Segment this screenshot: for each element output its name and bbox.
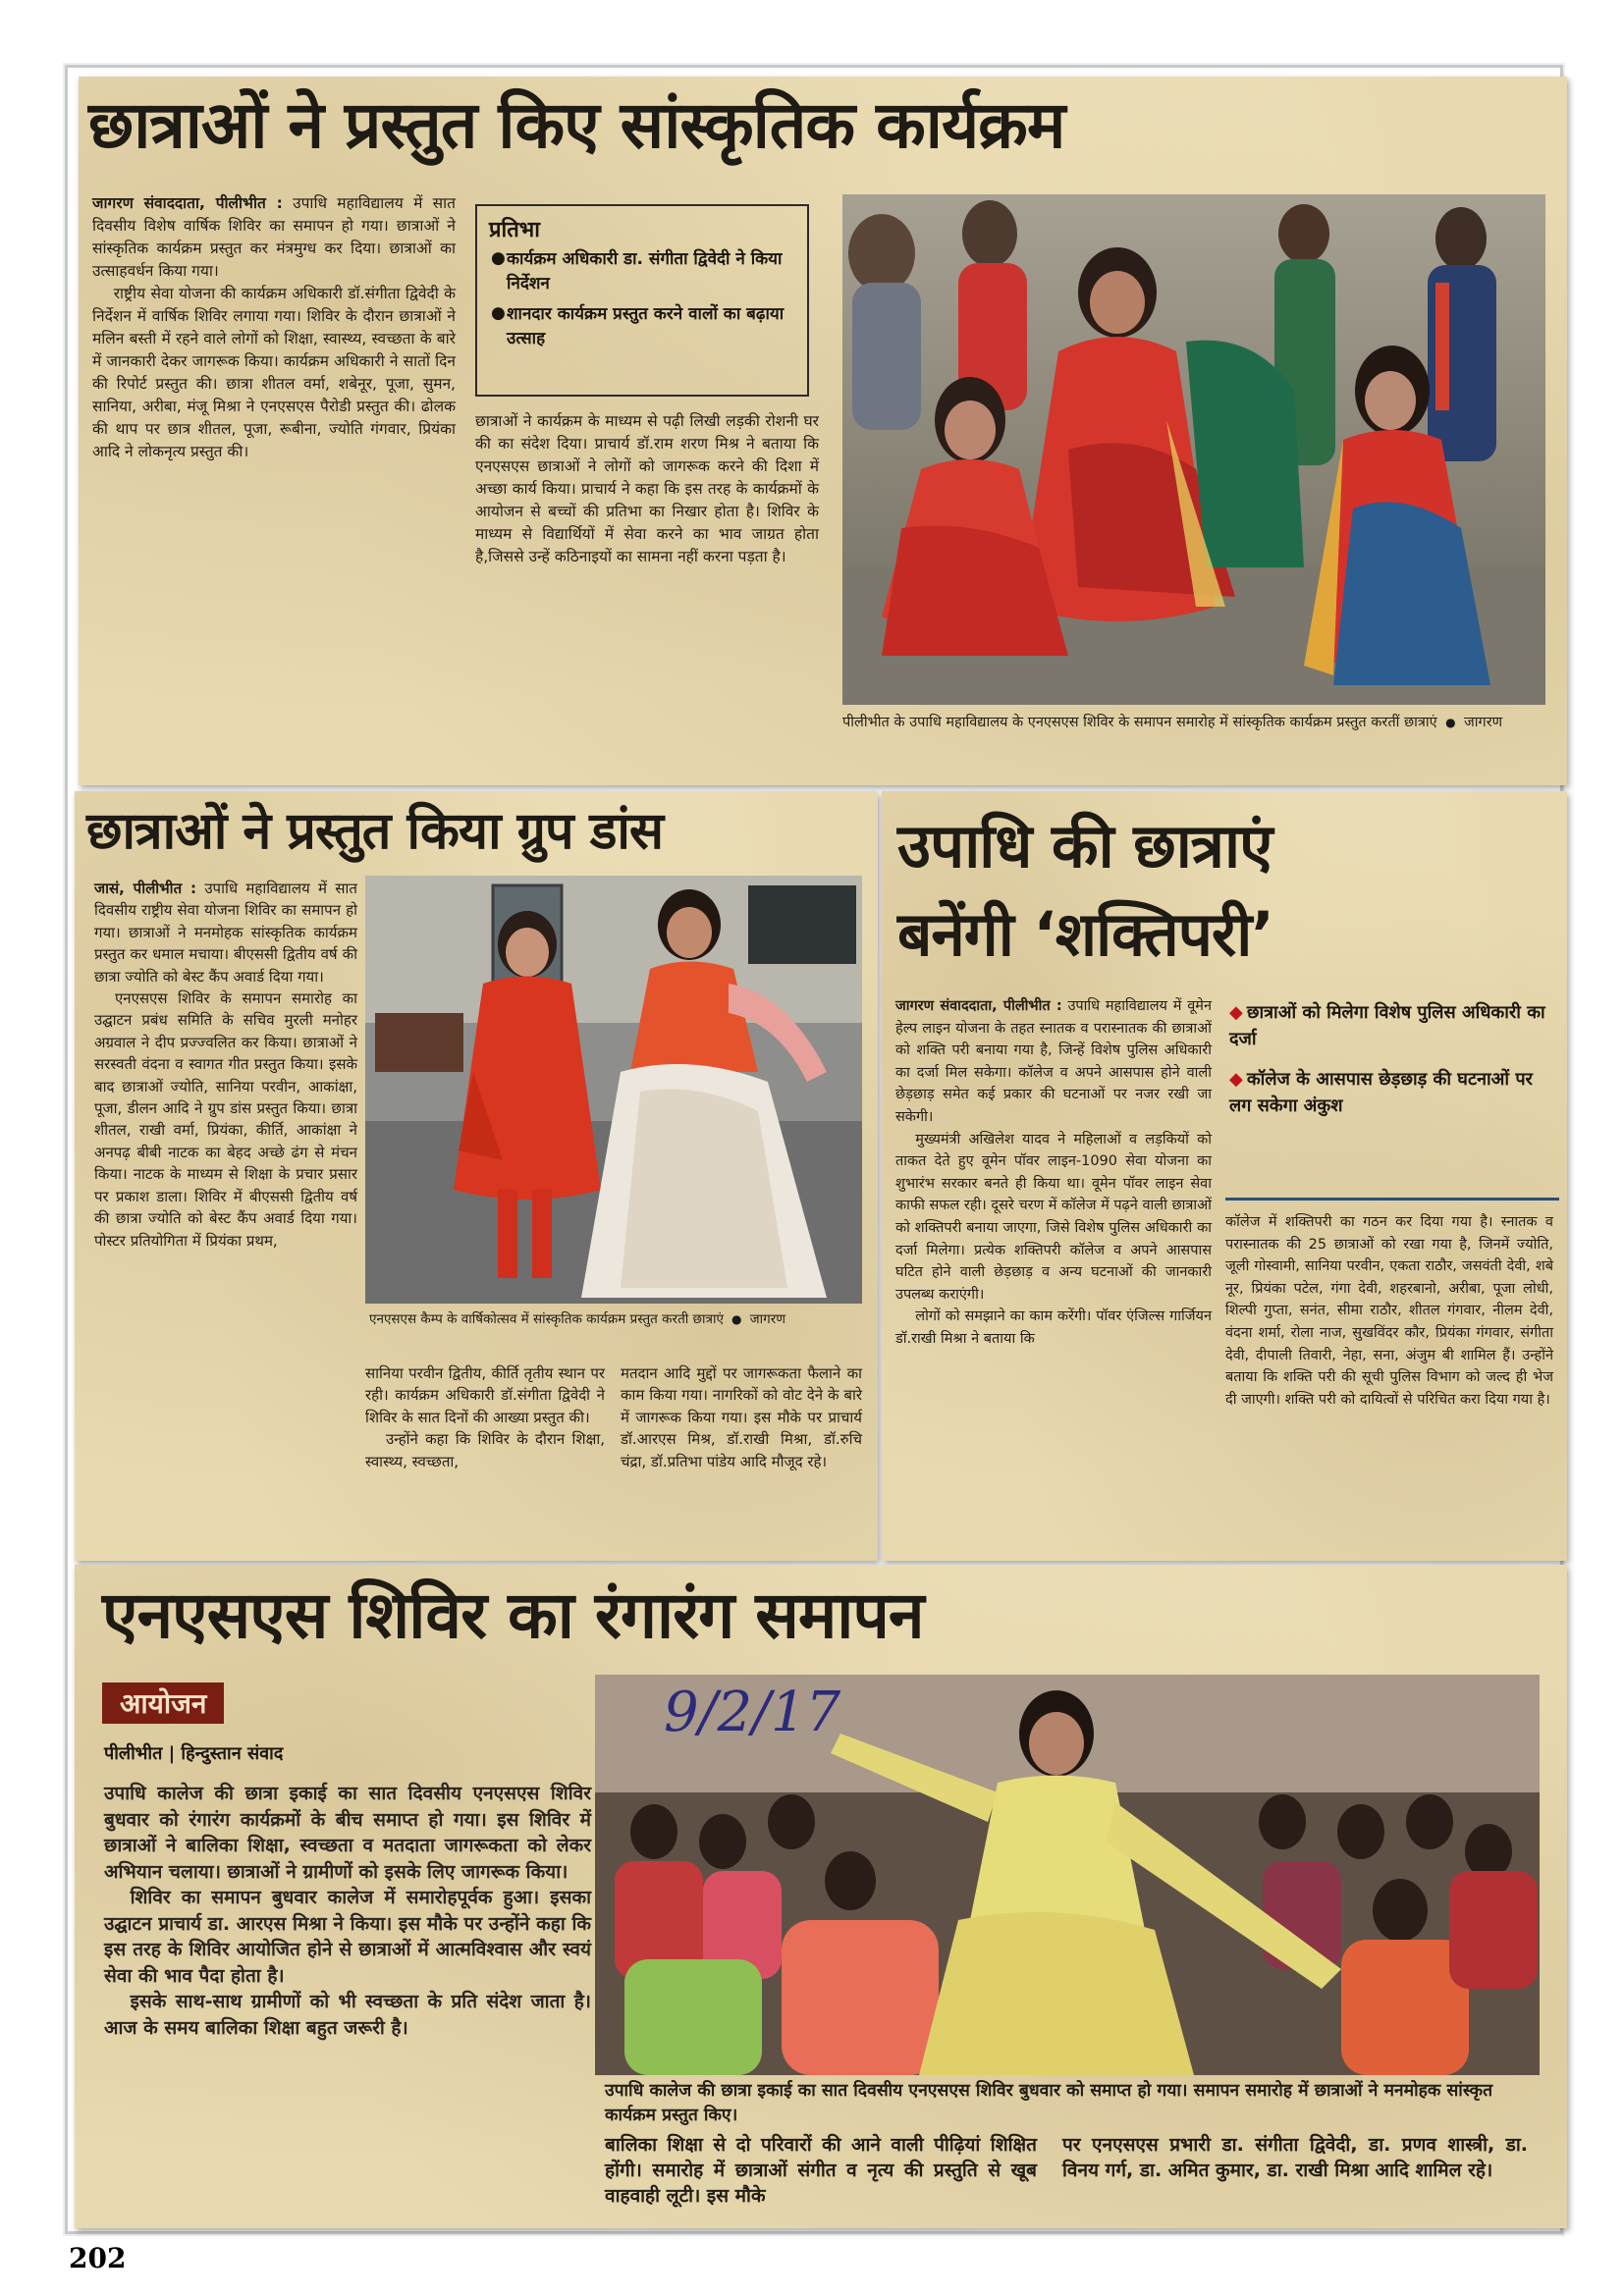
paragraph: इसके साथ-साथ ग्रामीणों को भी स्वच्छता के प्रति संदेश जाता है। आज के समय बालिका शिक्षा बहुत जरूरी है।	[104, 1991, 591, 2039]
article-column-1	[104, 1781, 591, 2041]
headline: छात्राओं ने प्रस्तुत किया ग्रुप डांस	[86, 802, 664, 861]
paragraph: एनएसएस शिविर के समापन समारोह का उद्घाटन प्रबंध समिति के सचिव मुरली मनोहर अग्रवाल ने दीप प्रज्ज्वलित कर किया। छात्राओं ने सरस्वती वंदना व स्वागत गीत प्रस्तुत किया। इसके बाद छात्राओं ज्योति, सानिया परवीन, आकांक्षा, पूजा, डीलन आदि ने ग्रुप डांस प्रस्तुत किया। छात्रा शीतल, राखी वर्मा, प्रियंका, कीर्ति, आकांक्षा ने अनपढ़ बीबी नाटक का बेहद अच्छे ढंग से मंचन किया। नाटक के माध्यम से शिक्षा के प्रचार प्रसार पर प्रकाश डाला। शिविर में बीएससी द्वितीय वर्ष की छात्रा ज्योति को बेस्ट कैंप अवार्ड दिया गया। पोस्टर प्रतियोगिता में प्रियंका प्रथम,	[94, 989, 357, 1250]
article-column-1	[92, 192, 456, 463]
headline: छात्राओं ने प्रस्तुत किए सांस्कृतिक कार्यक्रम	[88, 87, 1065, 163]
diamond-bullet-icon: ◆	[1229, 1002, 1243, 1023]
box-item: ● कार्यक्रम अधिकारी डा. संगीता द्विवेदी ने किया निर्देशन	[491, 248, 783, 294]
paragraph: छात्राओं ने कार्यक्रम के माध्यम से पढ़ी लिखी लड़की रोशनी घर की का संदेश दिया। प्राचार्य डॉ.राम शरण मिश्र ने बताया कि एनएसएस छात्राओं ने लोगों को जागरूक करने की दिशा में अच्छा कार्य किया। प्राचार्य ने कहा कि इस तरह के कार्यक्रमों के आयोजन से बच्चों की प्रतिभा का निखार होता है। शिविर के माध्यम से विद्यार्थियों में सेवा करने का भाव जाग्रत होता है,जिससे उन्हें कठिनाइयों का सामना नहीं करना पड़ता है।	[475, 412, 819, 565]
clipping-nss-camp-closing	[75, 1565, 1567, 2228]
photo-dancing-students	[842, 194, 1545, 705]
clipping-group-dance	[75, 791, 878, 1561]
headline-line-1: उपाधि की छात्राएं	[897, 810, 1272, 881]
paragraph: शिविर का समापन बुधवार कालेज में समारोहपूर्वक हुआ। इसका उद्घाटन प्राचार्य डा. आरएस मिश्रा ने किया। इस मौके पर उन्होंने कहा कि इस तरह के शिविर आयोजित होने से छात्राओं में आत्मविश्वास और स्वयं सेवा की भाव पैदा होता है।	[104, 1887, 591, 1987]
divider	[1225, 1198, 1559, 1201]
paragraph: कॉलेज में शक्तिपरी का गठन कर दिया गया है। स्नातक व परास्नातक की 25 छात्राओं को रखा गया है, जिनमें ज्योति, जूली गोस्वामी, सानिया परवीन, एकता राठौर, जसवंती देवी, शबे नूर, प्रियंका पटेल, गंगा देवी, शहरबानो, अरीबा, पूजा लोधी, शिल्पी गुप्ता, सनंत, सीमा राठौर, शीतल गंगवार, नीलम देवी, वंदना शर्मा, रोला नाज, सुखविंदर कौर, प्रियंका गंगवार, संगीता देवी, दीपाली तिवारी, नेहा, सना, अंजुम बी शामिल हैं। उन्होंने बताया कि शक्ति परी की सूची पुलिस विभाग को जल्द ही भेज दी जाएगी। शक्ति परी को दायित्वों से परिचित करा दिया गया है।	[1225, 1214, 1553, 1408]
paragraph: राष्ट्रीय सेवा योजना की कार्यक्रम अधिकारी डॉ.संगीता द्विवेदी के निर्देशन में वार्षिक शिविर लगाया गया। शिविर के दौरान छात्राओं ने मलिन बस्ती में रहने वाले लोगों को शिक्षा, स्वास्थ्य, स्वच्छता के बारे में जानकारी देकर जागरूक किया। कार्यक्रम अधिकारी ने सातों दिन की रिपोर्ट प्रस्तुत की। छात्रा शीतल वर्मा, शबेनूर, पूजा, सुमन, सानिया, अरीबा, मंजू मिश्रा ने एनएसएस पैरोडी प्रस्तुत की। ढोलक की थाप पर छात्र शीतल, पूजा, रूबीना, ज्योति गंगवार, प्रियंका आदि ने लोकनृत्य प्रस्तुत की।	[92, 285, 456, 460]
paragraph: पर एनएसएस प्रभारी डा. संगीता द्विवेदी, डा. प्रणव शास्त्री, डा. विनय गर्ग, डा. अमित कुमार, डा. राखी मिश्रा आदि शामिल रहे।	[1062, 2134, 1528, 2181]
paragraph: उपाधि महाविद्यालय में सात दिवसीय विशेष वार्षिक शिविर का समापन हो गया। छात्राओं ने सांस्कृतिक कार्यक्रम प्रस्तुत कर मंत्रमुग्ध कर दिया। छात्राओं का उत्साहवर्धन किया गया।	[92, 194, 456, 280]
clipping-shaktipari	[882, 791, 1567, 1561]
page-number: 202	[69, 2242, 127, 2274]
photo-credit: जागरण	[1464, 715, 1503, 730]
box-title: प्रतिभा	[489, 218, 540, 242]
paragraph: लोगों को समझाने का काम करेंगी। पॉवर एंजिल्स गार्जियन डॉ.राखी मिश्रा ने बताया कि	[895, 1308, 1212, 1347]
section-tag: आयोजन	[102, 1682, 224, 1724]
article-column-2	[365, 1362, 605, 1472]
photo-caption: एनएसएस कैम्प के वार्षिकोत्सव में सांस्कृतिक कार्यक्रम प्रस्तुत करती छात्राएं ● जागरण	[369, 1311, 786, 1327]
byline: जागरण संवाददाता, पीलीभीत :	[895, 998, 1062, 1014]
bullet-icon: ●	[491, 248, 506, 268]
headline: एनएसएस शिविर का रंगारंग समापन	[102, 1577, 924, 1653]
box-item: ● शानदार कार्यक्रम प्रस्तुत करने वालों का बढ़ाया उत्साह	[491, 303, 785, 348]
handwritten-date: 9/2/17	[664, 1681, 841, 1744]
paragraph: उपाधि महाविद्यालय में वूमेन हेल्प लाइन योजना के तहत स्नातक व परास्नातक की छात्राओं को शक्ति परी बनाया गया है, जिन्हें विशेष पुलिस अधिकारी का दर्जा मिल सकेगा। कॉलेज व अपने आसपास होने वाली छेड़छाड़ समेत कई प्रकार की घटनाओं पर नजर रखी जा सकेगी।	[895, 998, 1212, 1125]
article-column-3	[621, 1362, 862, 1472]
paragraph: सानिया परवीन द्वितीय, कीर्ति तृतीय स्थान पर रही। कार्यक्रम अधिकारी डॉ.संगीता द्विवेदी ने शिविर के सात दिनों की आख्या प्रस्तुत की।	[365, 1364, 605, 1426]
article-column-1	[895, 995, 1212, 1351]
paragraph: बालिका शिक्षा से दो परिवारों की आने वाली पीढ़ियां शिक्षित होंगी। समारोह में छात्राओं संगीत व नृत्य की प्रस्तुति से खूब वाहवाही लूटी। इस मौके	[605, 2134, 1037, 2207]
paragraph: मतदान आदि मुद्दों पर जागरूकता फैलाने का काम किया गया। नागरिकों को वोट देने के बारे में जागरूक किया गया। इस मौके पर प्राचार्य डॉ.आरएस मिश्र, डॉ.राखी मिश्रा, डॉ.रुचि चंद्रा, डॉ.प्रतिभा पांडेय आदि मौजूद रहे।	[621, 1364, 862, 1470]
photo-caption: पीलीभीत के उपाधि महाविद्यालय के एनएसएस शिविर के समापन समारोह में सांस्कृतिक कार्यक्रम प्रस्तुत करतीं छात्राएं ● जागरण	[842, 715, 1503, 730]
paragraph: उपाधि महाविद्यालय में सात दिवसीय राष्ट्रीय सेवा योजना शिविर का समापन हो गया। छात्राओं ने मनमोहक सांस्कृतिक कार्यक्रम प्रस्तुत कर धमाल मचाया। बीएससी द्वितीय वर्ष की छात्रा ज्योति को बेस्ट कैंप अवार्ड दिया गया।	[94, 880, 357, 986]
photo-caption: उपाधि कालेज की छात्रा इकाई का सात दिवसीय एनएसएस शिविर बुधवार को समाप्त हो गया। समापन समारोह में छात्राओं ने मनमोहक सांस्कृत कार्यक्रम प्रस्तुत किए।	[605, 2081, 1493, 2125]
paragraph: मुख्यमंत्री अखिलेश यादव ने महिलाओं व लड़कियों को ताकत देते हुए वूमेन पॉवर लाइन-1090 सेवा योजना का शुभारंभ सरकार बनते ही किया था। वूमेन पॉवर लाइन सेवा काफी सफल रही। दूसरे चरण में कॉलेज में पढ़ने वाली छात्राओं को शक्तिपरी बनाया जाएगा, जिसे विशेष पुलिस अधिकारी का दर्जा मिलेगा। प्रत्येक शक्तिपरी कॉलेज व अपने आसपास घटित होने वाली छेड़छाड़ व अन्य घटनाओं की जानकारी उपलब्ध कराएंगी।	[895, 1131, 1212, 1303]
bullet-icon: ●	[491, 303, 506, 323]
article-column-2	[1225, 1211, 1553, 1411]
photo-credit: जागरण	[749, 1311, 786, 1327]
photo-dancer-yellow	[595, 1675, 1540, 2075]
byline: जासं, पीलीभीत :	[94, 880, 196, 897]
article-column-2	[475, 410, 819, 568]
diamond-bullet-icon: ◆	[1229, 1069, 1243, 1090]
paragraph: उपाधि कालेज की छात्रा इकाई का सात दिवसीय एनएसएस शिविर बुधवार को रंगारंग कार्यक्रमों के बीच समाप्त हो गया। इस शिविर में छात्राओं ने बालिका शिक्षा, स्वच्छता व मतदाता जागरूकता को लेकर अभियान चलाया। छात्राओं ने ग्रामीणों को इसके लिए जागरूक किया।	[104, 1783, 591, 1883]
highlight-box	[475, 204, 809, 397]
bullet-icon: ●	[1441, 716, 1460, 729]
paragraph: उन्होंने कहा कि शिविर के दौरान शिक्षा, स्वास्थ्य, स्वच्छता,	[365, 1430, 605, 1470]
article-column-3	[1062, 2132, 1528, 2183]
byline: पीलीभीत | हिन्दुस्तान संवाद	[104, 1743, 284, 1764]
byline: जागरण संवाददाता, पीलीभीत :	[92, 194, 283, 212]
photo-dance-performance	[365, 876, 862, 1304]
highlight-item: ◆ कॉलेज के आसपास छेड़छाड़ की घटनाओं पर लग सकेगा अंकुश	[1229, 1069, 1533, 1116]
headline-line-2: बनेंगी ‘शक्तिपरी’	[897, 898, 1273, 970]
bullet-icon: ●	[728, 1312, 746, 1326]
highlight-item: ◆ छात्राओं को मिलेगा विशेष पुलिस अधिकारी का दर्जा	[1229, 1002, 1545, 1049]
article-column-1	[94, 878, 357, 1252]
clipping-cultural-program	[79, 77, 1567, 785]
article-column-2	[605, 2132, 1037, 2209]
